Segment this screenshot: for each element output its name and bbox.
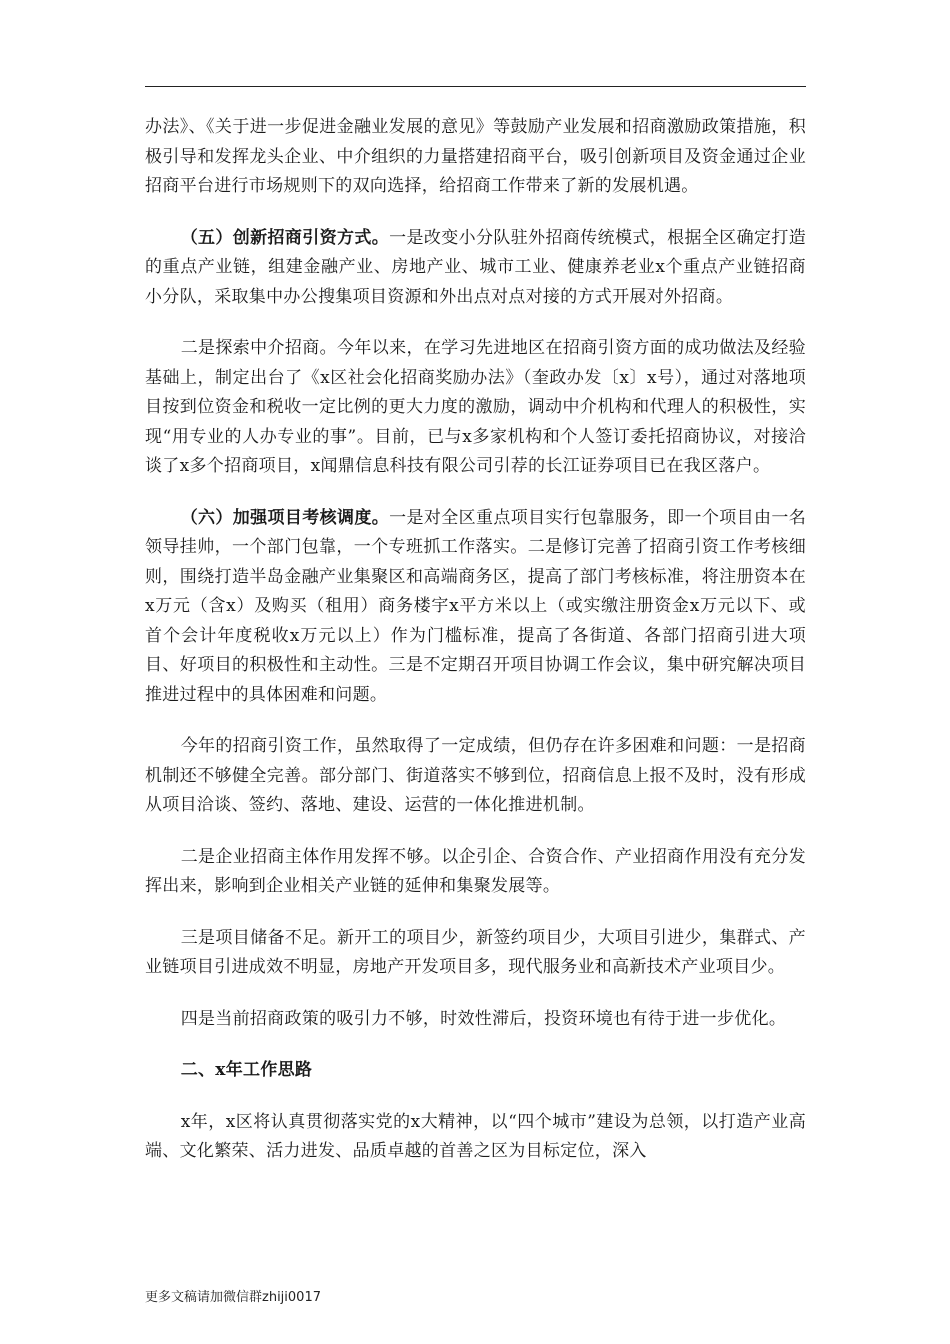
paragraph-8: 四是当前招商政策的吸引力不够，时效性滞后，投资环境也有待于进一步优化。 <box>180 1008 787 1029</box>
paragraph-1: 办法》、《关于进一步促进金融业发展的意见》等鼓励产业发展和招商激励政策措施，积极引导和发挥龙头企业、中介组织的力量搭建招商平台，吸引创新项目及资金通过企业招商平台进行市场规则下的双向选择，给招商工作带来了新的发展机遇。 <box>145 117 806 196</box>
section-heading-2: 二、x年工作思路 <box>180 1060 313 1080</box>
header-rule <box>145 86 806 87</box>
paragraph-6: 二是企业招商主体作用发挥不够。以企引企、合资合作、产业招商作用没有充分发挥出来，影响到企业相关产业链的延伸和集聚发展等。 <box>145 846 806 896</box>
paragraph-2: （五）创新招商引资方式。一是改变小分队驻外招商传统模式，根据全区确定打造的重点产业链，组建金融产业、房地产业、城市工业、健康养老业x个重点产业链招商小分队，采取集中办公搜集项目资源和外出点对点对接的方式开展对外招商。 <box>145 227 806 307</box>
paragraph-3: 二是探索中介招商。今年以来，在学习先进地区在招商引资方面的成功做法及经验基础上，制定出台了《x区社会化招商奖励办法》（奎政办发〔x〕x号），通过对落地项目按到位资金和税收一定比例的更大力度的激励，调动中介机构和代理人的积极性，实现“用专业的人办专业的事”。目前，已与x多家机构和个人签订委托招商协议，对接洽谈了x多个招商项目，x闻鼎信息科技有限公司引荐的长江证券项目已在我区落户。 <box>145 338 806 476</box>
paragraph-10: x年，x区将认真贯彻落实党的x大精神，以“四个城市”建设为总领，以打造产业高端、文化繁荣、活力进发、品质卓越的首善之区为目标定位，深入 <box>145 1111 806 1161</box>
page-footer: 更多文稿请加微信群zhiji0017 <box>145 1290 321 1305</box>
section-heading-5: （五）创新招商引资方式。 <box>180 227 390 248</box>
paragraph-5: 今年的招商引资工作，虽然取得了一定成绩，但仍存在许多困难和问题：一是招商机制还不够健全完善。部分部门、街道落实不够到位，招商信息上报不及时，没有形成从项目洽谈、签约、落地、建设、运营的一体化推进机制。 <box>145 736 806 815</box>
paragraph-4: （六）加强项目考核调度。一是对全区重点项目实行包靠服务，即一个项目由一名领导挂帅，一个部门包靠，一个专班抓工作落实。二是修订完善了招商引资工作考核细则，围绕打造半岛金融产业集聚区和高端商务区，提高了部门考核标准，将注册资本在x万元（含x）及购买（租用）商务楼宇x平方米以上（或实缴注册资金x万元以下、或首个会计年度税收x万元以上）作为门槛标准，提高了各街道、各部门招商引进大项目、好项目的积极性和主动性。三是不定期召开项目协调工作会议，集中研究解决项目推进过程中的具体困难和问题。 <box>145 507 806 705</box>
paragraph-9 <box>145 1056 806 1086</box>
document-body <box>145 113 806 1189</box>
section-heading-6: （六）加强项目考核调度。 <box>180 507 390 528</box>
paragraph-7: 三是项目储备不足。新开工的项目少，新签约项目少，大项目引进少，集群式、产业链项目引进成效不明显，房地产开发项目多，现代服务业和高新技术产业项目少。 <box>145 927 806 977</box>
